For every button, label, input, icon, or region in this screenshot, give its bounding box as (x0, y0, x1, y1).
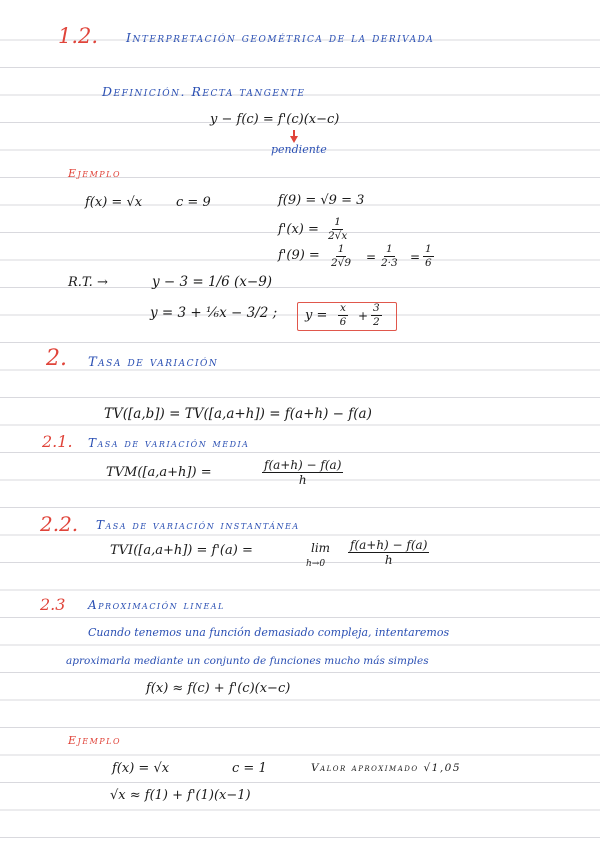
paragraph-line-1: Cuando tenemos una función demasiado compleja, intentaremos (88, 626, 450, 639)
tvi-denominator: h (384, 553, 393, 567)
tvi-fraction (348, 539, 429, 566)
ex1-function: f(x) = √x (85, 195, 143, 210)
example-label-2: Ejemplo (68, 734, 122, 747)
ex1-derivative-fraction (328, 217, 347, 241)
section-title-1-2: Interpretación geométrica de la derivada (126, 30, 435, 45)
tvm-fraction (262, 459, 343, 486)
tangent-equation: y − f(c) = f'(c)(x−c) (210, 112, 340, 127)
tvi-numerator: f(a+h) − f(a) (350, 538, 428, 552)
ex1-fraction-3 (423, 244, 434, 268)
result-lhs: y = (305, 308, 328, 323)
tv-equation: TV([a,b]) = TV([a,a+h]) = f(a+h) − f(a) (104, 406, 372, 422)
linear-approx-equation: f(x) ≈ f(c) + f'(c)(x−c) (146, 681, 291, 696)
section-number-2-1: 2.1. (42, 432, 73, 451)
ex1-derivative-numerator: 1 (334, 216, 341, 228)
section-title-2: Tasa de variación (88, 355, 219, 370)
limit-symbol: lim (311, 541, 331, 555)
ex1-fraction-3-den: 6 (425, 256, 432, 269)
pendiente-label: pendiente (271, 143, 327, 156)
definition-label: Definición. Recta tangente (102, 84, 306, 99)
tvi-lhs: TVI([a,a+h]) = f'(a) = (110, 543, 253, 558)
ex1-fraction-1 (331, 244, 351, 268)
section-title-2-2: Tasa de variación instantánea (96, 518, 300, 532)
ex1-fraction-2 (381, 244, 398, 268)
tvm-lhs: TVM([a,a+h]) = (106, 465, 212, 480)
tvm-denominator: h (298, 473, 307, 487)
result-fraction-2 (371, 303, 382, 327)
ex1-fraction-2-den: 2·3 (381, 256, 398, 269)
ex2-function: f(x) = √x (112, 761, 170, 776)
tangent-line-label: R.T. → (68, 275, 108, 290)
tangent-line-eq-2: y = 3 + ⅙x − 3/2 ; (150, 305, 278, 321)
ex1-derivative-at-9-lhs: f'(9) = (278, 248, 320, 263)
result-fraction-2-num: 3 (373, 302, 380, 314)
section-number-2-3: 2.3 (40, 595, 66, 614)
section-title-2-3: Aproximación lineal (88, 598, 225, 612)
ex2-c-value: c = 1 (232, 761, 267, 776)
result-plus: + (358, 309, 369, 323)
ex1-equals-2: = (410, 250, 421, 264)
result-fraction-1-den: 6 (339, 315, 347, 328)
ex1-fraction-3-num: 1 (425, 243, 432, 255)
result-fraction-1-num: x (340, 302, 346, 314)
tvm-numerator: f(a+h) − f(a) (264, 458, 342, 472)
tangent-line-eq-1: y − 3 = 1/6 (x−9) (152, 274, 273, 290)
ex2-sqrt-approximation: √x ≈ f(1) + f'(1)(x−1) (110, 788, 251, 803)
section-title-2-1: Tasa de variación media (88, 436, 250, 450)
limit-subscript: h→0 (306, 559, 326, 569)
ex1-c-value: c = 9 (176, 195, 211, 210)
ex2-approx-value: Valor aproximado √1,05 (311, 762, 462, 774)
paragraph-line-2: aproximarla mediante un conjunto de funciones mucho más simples (66, 655, 429, 667)
ex1-fraction-1-den: 2√9 (331, 256, 352, 269)
ex1-derivative-denominator: 2√x (328, 229, 348, 242)
result-fraction-1 (338, 303, 348, 327)
ex1-fraction-1-num: 1 (337, 243, 345, 255)
ex1-equals-1: = (366, 250, 377, 264)
example-label-1: Ejemplo (68, 167, 122, 180)
ex1-f-of-9: f(9) = √9 = 3 (278, 193, 365, 208)
result-fraction-2-den: 2 (373, 315, 380, 328)
section-number-2: 2. (46, 346, 67, 371)
pendiente-arrow-icon (290, 136, 298, 143)
ex1-derivative-lhs: f'(x) = (278, 222, 319, 237)
ex1-fraction-2-num: 1 (386, 243, 393, 255)
section-number-1-2: 1.2. (58, 24, 99, 48)
section-number-2-2: 2.2. (40, 512, 79, 536)
